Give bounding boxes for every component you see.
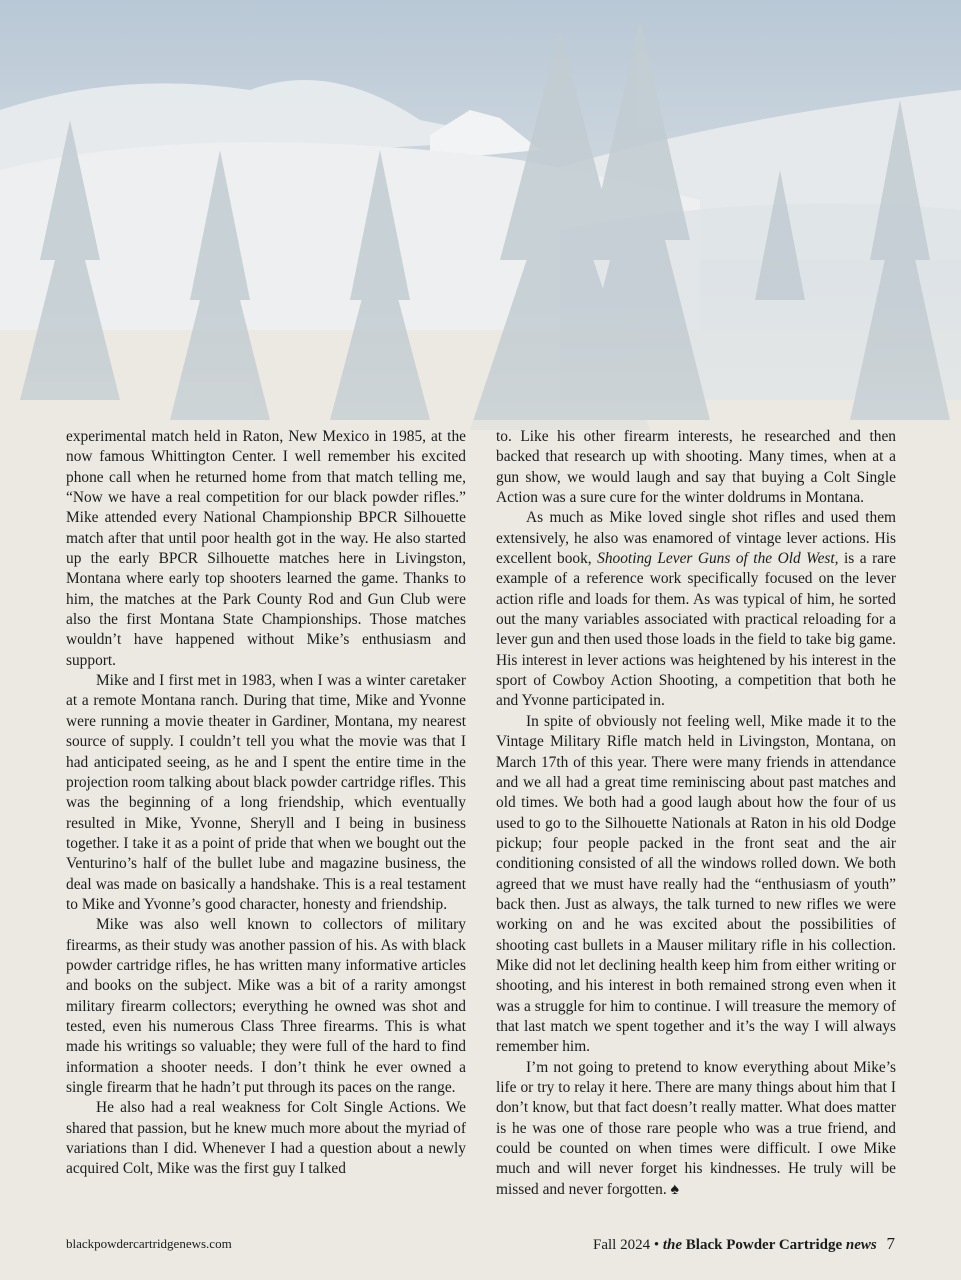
page-number: 7: [886, 1234, 895, 1253]
article-right-column: [496, 427, 896, 1200]
magazine-title-news: news: [845, 1237, 877, 1253]
footer-issue-info: [593, 1234, 895, 1254]
paragraph-first-meeting: Mike and I first met in 1983, when I was a winter caretaker at a remote Montana ranch. During that time, Mike and Yvonne were running a movie theater in Gardiner, Montana, my nearest source of supply. I couldn’t tell you what the movie was that I had anticipated seeing, as he and I spent the entire time in the projection room talking about black powder cartridge rifles. This was the beginning of a long friendship, which eventually resulted in Mike, Yvonne, Sheryll and I being in business together. I take it as a point of pride that when we bought out the Venturino’s half of the bullet lube and magazine business, the deal was made on basically a handshake. This is a real testament to Mike and Yvonne’s good character, honesty and friendship.: [66, 672, 466, 913]
spade-icon: ♠: [670, 1180, 680, 1198]
paragraph-closing: [496, 1058, 896, 1200]
paragraph-continuation-right: to. Like his other firearm interests, he researched and then backed that research up with shooting. Many times, when at a gun show, we would laugh and say that buying a Colt Single Action was a sure cure for the winter doldrums in Montana.: [496, 428, 896, 507]
bullet-separator: •: [653, 1237, 660, 1253]
paragraph-continuation: experimental match held in Raton, New Mexico in 1985, at the now famous Whittington Center. I well remember his excited phone call when he returned home from that match telling me, “Now we have a real competition for our black powder rifles.” Mike attended every National Championship BPCR Silhouette match after that until poor health got in the way. He also started up the early BPCR Silhouette matches here in Livingston, Montana where early top shooters learned the game. Thanks to him, the matches at the Park County Rod and Gun Club were also the first Montana State Championships. Those matches wouldn’t have happened without Mike’s enthusiasm and support.: [66, 428, 466, 669]
article-left-column: [66, 427, 466, 1180]
magazine-title: Black Powder Cartridge: [685, 1237, 843, 1253]
paragraph-colt-single-actions: He also had a real weakness for Colt Single Actions. We shared that passion, but he knew much more about the myriad of variations than I did. Whenever I had a question about a newly acquired Colt, Mike was the first guy I talked: [66, 1099, 466, 1178]
issue-date: Fall 2024: [593, 1237, 651, 1253]
paragraph-military-firearms: Mike was also well known to collectors of military firearms, as their study was another passion of his. As with black powder cartridge rifles, he has written many informative articles and books on the subject. Mike was a bit of a rarity amongst military firearm collectors; everything he owned was shot and tested, even his numerous Class Three firearms. This is what made his writings so valuable; they were full of the hard to find information a shooter needs. I don’t think he ever owned a single firearm that he hadn’t put through its paces on the range.: [66, 916, 466, 1096]
paragraph-text: As much as Mike loved single shot rifles and used them extensively, he also was enamored of vintage lever actions. His excellent book,: [496, 509, 896, 568]
paragraph-vintage-military-match: In spite of obviously not feeling well, Mike made it to the Vintage Military Rifle match held in Livingston, Montana, on March 17th of this year. There were many friends in attendance and we all had a great time reminiscing about past matches and old times. We both had a good laugh about how the four of us used to go to the Silhouette Nationals at Raton in his old Dodge pickup; four people packed in the front seat and the air conditioning consisted of all the windows rolled down. We both agreed that we must have really had the “enthusiasm of youth” back then. Just as always, the talk turned to new rifles we were working on and he was excited about the possibilities of shooting cast bullets in a Mauser military rifle in his collection. Mike did not let declining health keep him from either writing or shooting, and his interest in both remained strong even when it was a struggle for him to continue. I will treasure the memory of that last match we spent together and it’s the way I will always remember him.: [496, 712, 896, 1056]
paragraph-text: is a rare example of a reference work specifically focused on the lever action rifle and loads for them. As was typical of him, he sorted out the many variables associated with practical reloading for a lever gun and then used those loads in the field to take big game. His interest in lever actions was heightened by his interest in the sport of Cowboy Action Shooting, a competition that both he and Yvonne participated in.: [496, 550, 896, 710]
footer-website-url: blackpowdercartridgenews.com: [66, 1236, 232, 1251]
paragraph-text: I’m not going to pretend to know everything about Mike’s life or try to relay it here. There are many things about him that I don’t know, but that fact doesn’t really matter. What does matter is he was one of those rare people who was a true friend, and could be counted on when times were difficult. I owe Mike much and will never forget his kindnesses. He truly will be missed and never forgotten.: [496, 1058, 896, 1198]
book-title: Shooting Lever Guns of the Old West,: [597, 550, 839, 568]
magazine-title-the: the: [662, 1237, 683, 1253]
paragraph-lever-actions: [496, 508, 896, 711]
